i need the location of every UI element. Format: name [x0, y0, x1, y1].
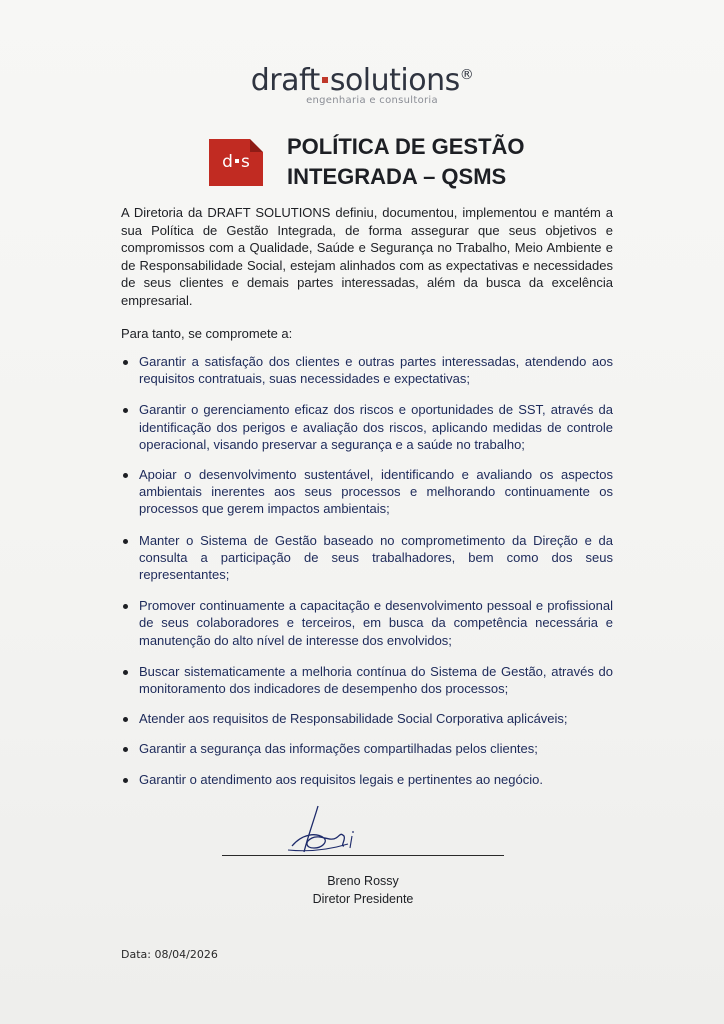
logo-dot-icon — [322, 77, 328, 83]
ds-badge-text — [209, 152, 263, 172]
bullet-dot-icon — [123, 360, 128, 365]
bullet-dot-icon — [123, 539, 128, 544]
commitment-text: Garantir o gerenciamento eficaz dos riscos e oportunidades de SST, através da identificação dos perigos e avaliação dos riscos, aplicando medidas de controle operacional, visando preservar a segurança e a saúde no trabalho; — [139, 402, 613, 452]
registered-mark: ® — [459, 67, 474, 83]
bullet-dot-icon — [123, 670, 128, 675]
commitment-lead: Para tanto, se compromete a: — [121, 326, 293, 341]
logo-brand-left: draft — [250, 63, 320, 98]
commitment-item — [121, 532, 613, 584]
bullet-dot-icon — [123, 408, 128, 413]
page-fold-icon — [250, 139, 263, 152]
signature-line — [222, 855, 504, 856]
bullet-dot-icon — [123, 604, 128, 609]
ds-document-icon — [209, 139, 263, 186]
logo-tagline: engenharia e consultoria — [306, 95, 438, 106]
commitment-text: Garantir a segurança das informações compartilhadas pelos clientes; — [139, 741, 538, 757]
commitment-item — [121, 466, 613, 518]
commitment-item — [121, 740, 613, 757]
bullet-dot-icon — [123, 717, 128, 722]
commitment-item — [121, 597, 613, 649]
signer-role: Diretor Presidente — [312, 892, 414, 906]
policy-title — [287, 132, 617, 192]
company-logo — [0, 64, 724, 106]
commitment-item — [121, 663, 613, 697]
bullet-dot-icon — [123, 747, 128, 752]
signer-block — [222, 872, 504, 908]
commitment-text: Atender aos requisitos de Responsabilidade Social Corporativa aplicáveis; — [139, 711, 568, 727]
document-date: Data: 08/04/2026 — [121, 948, 218, 961]
handwritten-signature — [278, 802, 368, 862]
title-line-2: INTEGRADA – QSMS — [287, 164, 507, 189]
commitment-text: Apoiar o desenvolvimento sustentável, identificando e avaliando os aspectos ambientais inerentes aos seus processos e melhorando continuamente os processos que gerem impactos ambientais; — [139, 467, 613, 517]
commitment-text: Garantir a satisfação dos clientes e outras partes interessadas, atendendo aos requisitos contratuais, suas necessidades e expectativas; — [139, 354, 613, 387]
badge-dot-icon — [235, 159, 239, 163]
logo-wordmark — [0, 64, 724, 98]
signer-name: Breno Rossy — [327, 874, 399, 888]
bullet-dot-icon — [123, 778, 128, 783]
intro-paragraph: A Diretoria da DRAFT SOLUTIONS definiu, documentou, implementou e mantém a sua Política de Gestão Integrada, de forma assegurar que seus objetivos e compromissos com a Qualidade, Saúde e Segurança no Trabalho, Meio Ambiente e de Responsabilidade Social, estejam alinhados com as expectativas e necessidades de seus clientes e demais partes interessadas, além da busca da excelência empresarial. — [121, 205, 613, 308]
badge-letter-d: d — [222, 152, 233, 172]
commitment-text: Garantir o atendimento aos requisitos legais e pertinentes ao negócio. — [139, 771, 543, 787]
title-line-1: POLÍTICA DE GESTÃO — [287, 134, 525, 159]
commitment-text: Manter o Sistema de Gestão baseado no comprometimento da Direção e da consulta a participação de seus trabalhadores, bem como dos seus representantes; — [139, 532, 613, 583]
commitment-item — [121, 353, 613, 387]
commitment-text: Promover continuamente a capacitação e desenvolvimento pessoal e profissional de seus colaboradores e terceiros, em busca da competência necessária e manutenção do alto nível de interesse dos envolvidos; — [139, 598, 613, 648]
commitments-list — [121, 353, 613, 788]
badge-letter-s: s — [240, 152, 250, 172]
commitment-item — [121, 401, 613, 453]
bullet-dot-icon — [123, 473, 128, 478]
commitment-item — [121, 771, 613, 788]
commitment-text: Buscar sistematicamente a melhoria contínua do Sistema de Gestão, através do monitoramento dos indicadores de desempenho dos processos; — [139, 663, 613, 697]
commitment-item — [121, 710, 613, 727]
logo-brand-right: solutions — [329, 63, 460, 98]
